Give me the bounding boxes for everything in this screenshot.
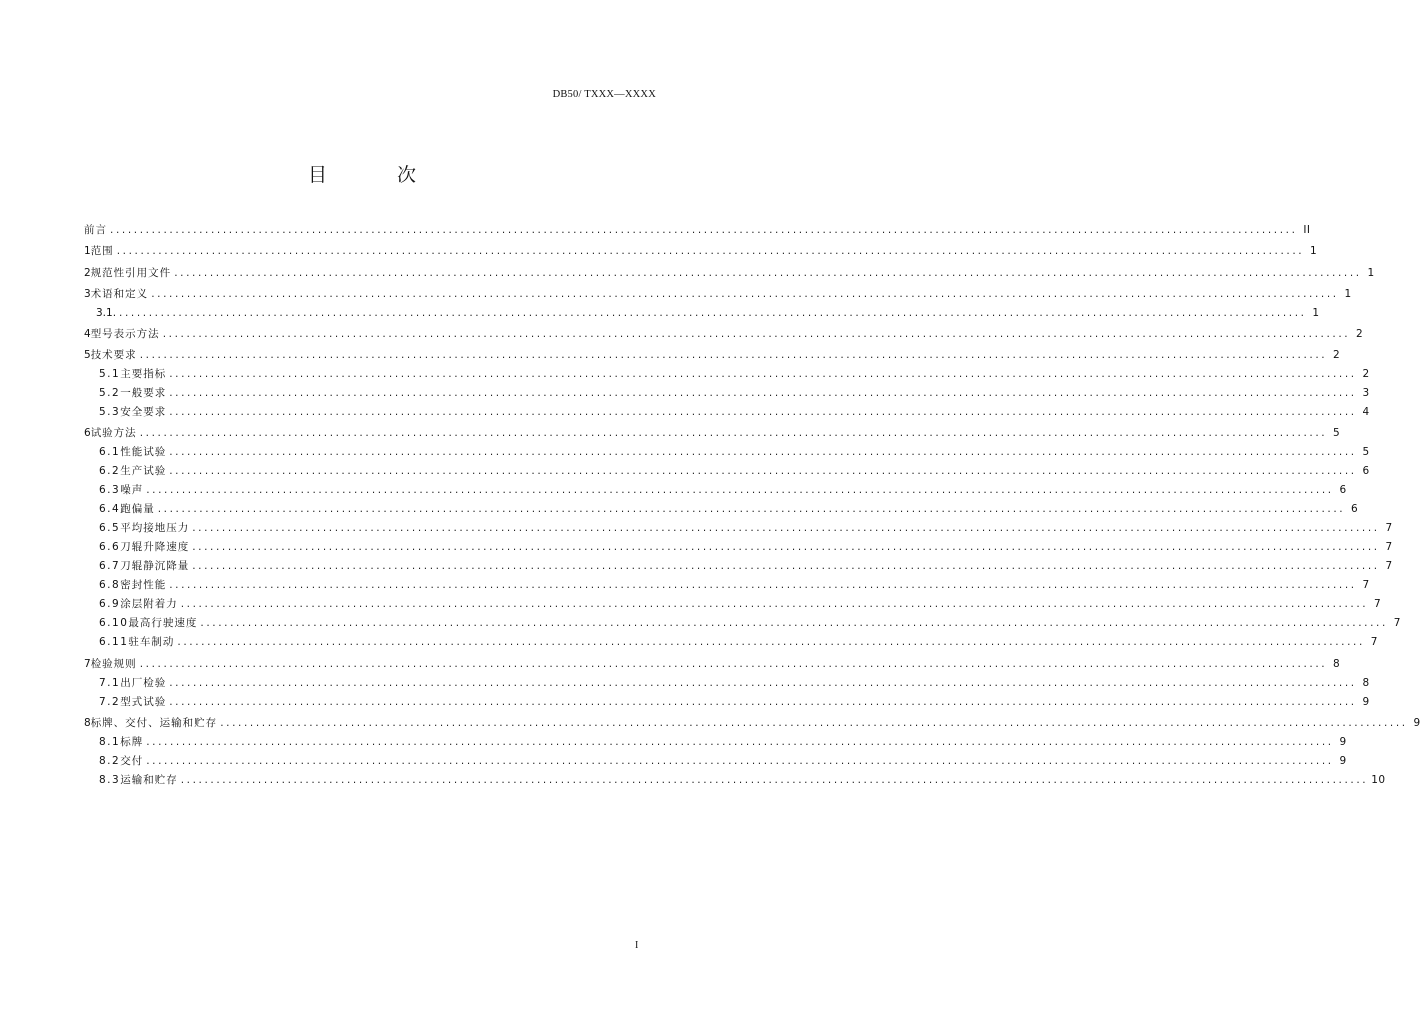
document-code: DB50/ TXXX—XXXX [552, 89, 656, 100]
toc-entry-title: 规范性引用文件 [90, 266, 172, 279]
toc-entry[interactable] [84, 557, 1393, 576]
toc-entry-page: 2 [1362, 368, 1370, 381]
toc-entry[interactable] [84, 242, 1318, 261]
toc-entry[interactable] [84, 346, 1341, 365]
toc-entry-title: 跑偏量 [120, 503, 155, 516]
toc-entry-page: 7 [1385, 522, 1393, 535]
toc-entry-page: 1 [1344, 287, 1352, 300]
toc-entry[interactable] [84, 655, 1341, 674]
toc-entry-title: 技术要求 [90, 349, 137, 362]
dot-leader: ........................................................................................................................................................................................................ [116, 245, 1305, 258]
toc-entry-page: 9 [1413, 716, 1421, 729]
toc-entry[interactable] [84, 481, 1347, 500]
toc-entry-page: 6 [1339, 484, 1347, 497]
toc-entry-title: 刀辊静沉降量 [120, 560, 190, 573]
toc-entry-number: 8.1 [99, 735, 121, 748]
toc-entry[interactable] [84, 733, 1347, 752]
toc-entry-title: 涂层附着力 [120, 598, 178, 611]
toc-entry-title: 一般要求 [120, 387, 167, 400]
dot-leader: ........................................................................................................................................................................................................ [146, 735, 1334, 748]
toc-entry-number: 8 [84, 716, 91, 729]
toc-entry-number: 6.11 [99, 636, 129, 649]
dot-leader: ........................................................................................................................................................................................................ [157, 503, 1346, 516]
toc-entry-number: 6.4 [99, 503, 121, 516]
toc-entry[interactable] [84, 462, 1370, 481]
toc-entry-page: 2 [1356, 327, 1364, 340]
toc-entry[interactable] [84, 365, 1370, 384]
dot-leader: ........................................................................................................................................................................................................ [169, 579, 1357, 592]
toc-entry-title: 标牌、交付、运输和贮存 [90, 716, 218, 729]
toc-entry[interactable] [84, 285, 1352, 304]
toc-entry[interactable] [84, 614, 1401, 633]
dot-leader: ........................................................................................................................................................................................................ [169, 676, 1357, 689]
toc-entry-number: 5.2 [99, 387, 121, 400]
toc-entry-number: 8.2 [99, 754, 121, 767]
toc-entry-page: 7 [1393, 617, 1401, 630]
toc-entry[interactable] [84, 384, 1370, 403]
toc-entry[interactable] [84, 752, 1347, 771]
toc-entry-title: 性能试验 [120, 446, 167, 459]
toc-entry-title: 安全要求 [120, 406, 167, 419]
toc-entry-page: 2 [1333, 349, 1341, 362]
toc-entry-number: 6 [84, 427, 91, 440]
toc-entry-number: 5.3 [99, 406, 121, 419]
toc-entry[interactable] [84, 325, 1364, 344]
toc-entry-number: 7.2 [99, 695, 121, 708]
toc-entry[interactable] [84, 424, 1341, 443]
toc-entry[interactable] [84, 443, 1370, 462]
dot-leader: ........................................................................................................................................................................................................ [174, 266, 1362, 279]
toc-entry-title: 标牌 [120, 735, 144, 748]
toc-entry-page: 8 [1362, 676, 1370, 689]
dot-leader: ........................................................................................................................................................................................................ [151, 287, 1339, 300]
toc-entry[interactable] [84, 264, 1375, 283]
toc-entry-title: 型式试验 [120, 695, 167, 708]
toc-entry-number: 6.9 [99, 598, 121, 611]
toc-entry-page: 7 [1362, 579, 1370, 592]
toc-entry[interactable] [84, 771, 1386, 790]
dot-leader: ........................................................................................................................................................................................................ [169, 387, 1357, 400]
toc-entry-number: 2 [84, 266, 91, 279]
toc-entry-page: 7 [1385, 541, 1393, 554]
dot-leader: ........................................................................................................................................................................................................ [146, 484, 1334, 497]
toc-entry-page: 6 [1362, 465, 1370, 478]
toc-entry-page: 10 [1371, 773, 1386, 786]
toc-entry[interactable] [84, 595, 1382, 614]
dot-leader: ........................................................................................................................................................................................................ [169, 465, 1357, 478]
toc-entry[interactable] [84, 538, 1393, 557]
toc-entry-number: 6.1 [99, 446, 121, 459]
dot-leader: ........................................................................................................................................................................................................ [180, 773, 1369, 786]
toc-entry-title: 平均接地压力 [120, 522, 190, 535]
toc-entry-page: 9 [1362, 695, 1370, 708]
toc-entry-page: 8 [1333, 657, 1341, 670]
page-title: 目 次 [307, 164, 449, 186]
toc-entry-title: 前言 [84, 224, 107, 237]
toc-entry-number: 6.8 [99, 579, 121, 592]
dot-leader: ........................................................................................................................................................................................................ [200, 617, 1388, 630]
toc-entry-page: 1 [1310, 245, 1318, 258]
toc-entry-number: 1 [84, 245, 91, 258]
dot-leader: ........................................................................................................................................................................................................ [146, 754, 1334, 767]
toc-entry-title: 噪声 [120, 484, 144, 497]
toc-entry-number: 3.1. [96, 306, 117, 319]
toc-entry-title: 范围 [90, 245, 114, 258]
dot-leader: ........................................................................................................................................................................................................ [139, 657, 1328, 670]
toc-entry[interactable] [84, 519, 1393, 538]
dot-leader: ........................................................................................................................................................................................................ [169, 695, 1357, 708]
toc-entry-page: 6 [1351, 503, 1359, 516]
toc-entry-page: 5 [1362, 446, 1370, 459]
toc-entry-number: 7.1 [99, 676, 121, 689]
dot-leader: ........................................................................................................................................................................................................ [139, 427, 1328, 440]
toc-entry-title: 最高行驶速度 [128, 617, 198, 630]
toc-entry[interactable] [84, 693, 1370, 712]
toc-entry-page: II [1303, 224, 1311, 237]
toc-entry-number: 5 [84, 349, 91, 362]
toc-entry-title: 运输和贮存 [120, 773, 178, 786]
toc-entry-page: 1 [1367, 266, 1375, 279]
dot-leader: ........................................................................................................................................................................................................ [162, 327, 1351, 340]
toc-entry-page: 9 [1339, 754, 1347, 767]
toc-entry-page: 7 [1374, 598, 1382, 611]
toc-entry-title: 刀辊升降速度 [120, 541, 190, 554]
dot-leader: ........................................................................................................................................................................................................ [139, 349, 1328, 362]
toc-entry-page: 7 [1370, 636, 1378, 649]
toc-entry-number: 6.6 [99, 541, 121, 554]
dot-leader: ........................................................................................................................................................................................................ [192, 522, 1380, 535]
toc-entry-title: 出厂检验 [120, 676, 167, 689]
toc-entry-number: 4 [84, 327, 91, 340]
toc-entry-number: 6.5 [99, 522, 121, 535]
toc-entry-title: 术语和定义 [90, 287, 149, 300]
toc-entry[interactable] [84, 221, 1311, 240]
toc-entry[interactable] [84, 674, 1370, 693]
dot-leader: ........................................................................................................................................................................................................ [180, 598, 1369, 611]
toc-entry-title: 主要指标 [120, 368, 167, 381]
dot-leader: ........................................................................................................................................................................................................ [220, 716, 1408, 729]
dot-leader: ........................................................................................................................................................................................................ [169, 368, 1357, 381]
toc-entry-title: 检验规则 [90, 657, 137, 670]
toc-entry-title: 生产试验 [120, 465, 167, 478]
toc-entry-page: 9 [1339, 735, 1347, 748]
dot-leader: ........................................................................................................................................................................................................ [169, 406, 1357, 419]
dot-leader: ........................................................................................................................................................................................................ [110, 224, 1298, 237]
dot-leader: ........................................................................................................................................................................................................ [119, 306, 1307, 319]
toc-entry-title: 试验方法 [90, 427, 137, 440]
toc-entry[interactable] [84, 714, 1421, 733]
toc-entry-title: 密封性能 [120, 579, 167, 592]
toc-entry-page: 1 [1312, 306, 1320, 319]
toc-entry-title: 交付 [120, 754, 144, 767]
toc-entry-number: 6.2 [99, 465, 121, 478]
toc-entry-page: 5 [1333, 427, 1341, 440]
dot-leader: ........................................................................................................................................................................................................ [192, 541, 1380, 554]
toc-entry-number: 3 [84, 287, 91, 300]
dot-leader: ........................................................................................................................................................................................................ [169, 446, 1357, 459]
toc-entry[interactable] [84, 633, 1378, 652]
table-of-contents [84, 219, 1421, 790]
toc-entry-number: 8.3 [99, 773, 121, 786]
toc-entry[interactable] [84, 576, 1370, 595]
toc-entry[interactable] [84, 500, 1359, 519]
toc-entry-number: 6.10 [99, 617, 129, 630]
dot-leader: ........................................................................................................................................................................................................ [192, 560, 1380, 573]
dot-leader: ........................................................................................................................................................................................................ [177, 636, 1365, 649]
toc-entry[interactable] [84, 304, 1320, 323]
toc-entry-page: 7 [1385, 560, 1393, 573]
toc-entry-title: 驻车制动 [128, 636, 175, 649]
toc-entry-number: 6.7 [99, 560, 121, 573]
toc-entry-number: 7 [84, 657, 91, 670]
toc-entry-page: 3 [1362, 387, 1370, 400]
footer-page-number: I [635, 940, 639, 951]
toc-entry-number: 5.1 [99, 368, 121, 381]
toc-entry-page: 4 [1362, 406, 1370, 419]
toc-entry[interactable] [84, 403, 1370, 422]
toc-entry-title: 型号表示方法 [90, 327, 160, 340]
toc-entry-number: 6.3 [99, 484, 121, 497]
